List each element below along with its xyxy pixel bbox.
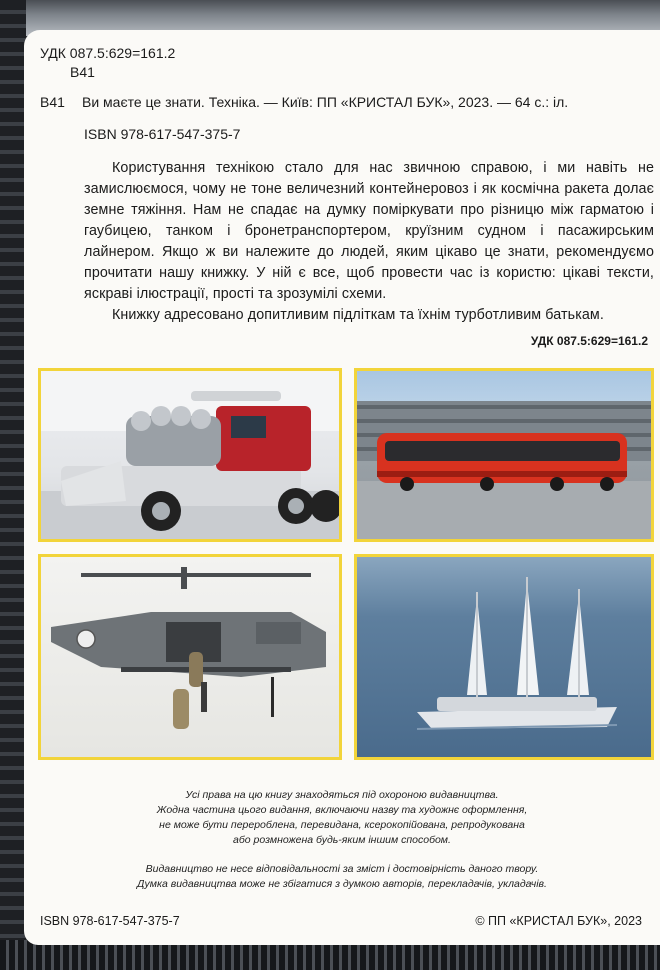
disclaimer-notice [24,862,660,892]
copyright: © ПП «КРИСТАЛ БУК», 2023 [475,914,642,928]
photo-sailing-yacht [354,554,654,760]
udk-right: УДК 087.5:629=161.2 [530,334,648,348]
cutter-code: В41 [70,64,95,80]
photo-helicopter [38,554,342,760]
annotation-paragraph: Користування технікою стало для нас звичною справою, і ми навіть не замислюємося, чому не тоне величезний контейнеровоз і як космічна ракета долає земне тяжіння. Нам не спадає на думку поміркувати про різницю між гарматою і гаубицею, танком і бронетранспортером, круїзним судном і пасажирським лайнером. Якщо ж ви належите до людей, яким цікаво це знати, рекомендуємо прочитати нашу книжку. У ній є все, щоб провести час із користю: цікаві тексти, яскраві ілюстрації, прості та зрозумілі схеми. [84,160,654,302]
photo-custom-truck [38,368,342,542]
isbn-top: ISBN 978-617-547-375-7 [84,126,241,142]
photo-articulated-bus [354,368,654,542]
bibliographic-entry [40,94,568,110]
annotation [84,158,654,326]
rights-line: або розмножена будь-яким іншим способом. [233,834,451,846]
udk-header [40,44,175,82]
rights-line: Жодна частина цього видання, включаючи назву та художнє оформлення, [156,804,528,816]
isbn-bottom: ISBN 978-617-547-375-7 [40,914,180,928]
annotation-paragraph: Книжку адресовано допитливим підліткам та їхнім турботливим батькам. [112,307,604,323]
biblio-text: Ви маєте це знати. Техніка. — Київ: ПП «КРИСТАЛ БУК», 2023. — 64 с.: іл. [82,94,569,110]
rights-line: не може бути перероблена, перевидана, ксерокопійована, репродукована [159,819,525,831]
biblio-code: В41 [40,94,65,110]
udk-code: УДК 087.5:629=161.2 [40,45,176,61]
disclaimer-line: Думка видавництва може не збігатися з думкою авторів, перекладачів, укладачів. [137,878,547,890]
background-tire-left [0,0,26,970]
disclaimer-line: Видавництво не несе відповідальності за зміст і достовірність даного твору. [145,863,539,875]
rights-line: Усі права на цю книгу знаходяться під охороною видавництва. [185,789,499,801]
book-page [24,30,660,945]
rights-notice [24,788,660,848]
